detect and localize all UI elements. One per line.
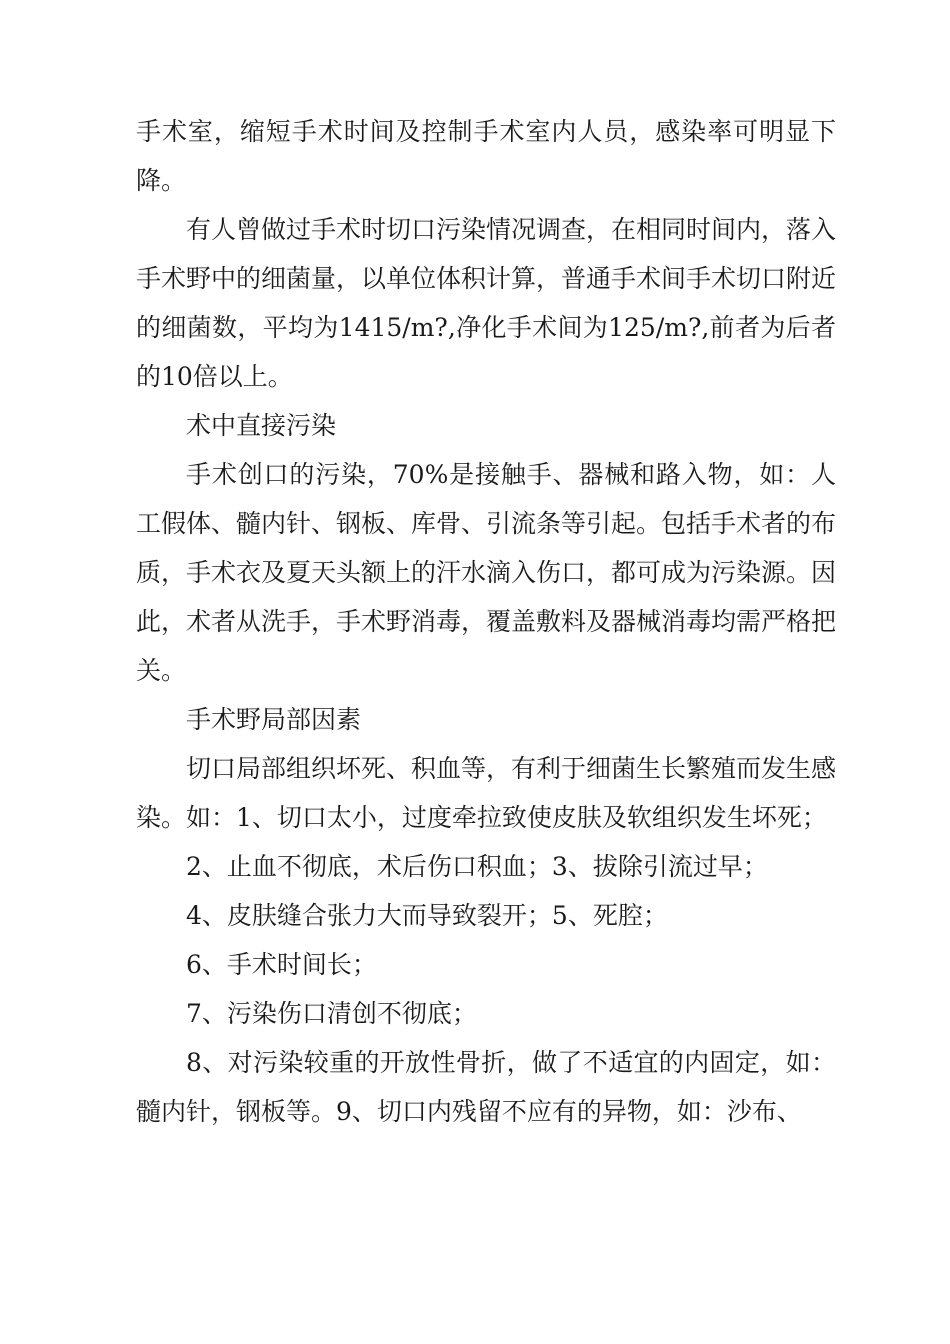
paragraph-survey: 有人曾做过手术时切口污染情况调查，在相同时间内，落入手术野中的细菌量，以单位体积计算，普通手术间手术切口附近的细菌数，平均为1415/m?,净化手术间为125/m?,前者为后者的10倍以上。 <box>136 215 837 391</box>
paragraph-continuation: 手术室，缩短手术时间及控制手术室内人员，感染率可明显下降。 <box>136 117 836 195</box>
list-item-6: 6、手术时间长； <box>186 950 377 979</box>
list-item-7: 7、污染伤口清创不彻底； <box>186 999 477 1028</box>
document-body <box>136 107 836 1136</box>
list-item-8-9: 8、对污染较重的开放性骨折，做了不适宜的内固定，如：髓内针，钢板等。9、切口内残留不应有的异物，如：沙布、 <box>136 1048 836 1126</box>
list-item-2-3: 2、止血不彻底，术后伤口积血；3、拔除引流过早； <box>186 852 768 881</box>
paragraph-local-factors: 切口局部组织坏死、积血等，有利于细菌生长繁殖而发生感染。如：1、切口太小，过度牵拉致使皮肤及软组织发生坏死； <box>136 754 837 832</box>
section-heading-direct-contamination: 术中直接污染 <box>186 411 337 440</box>
section-heading-local-factors: 手术野局部因素 <box>186 705 362 734</box>
list-item-4-5: 4、皮肤缝合张力大而导致裂开；5、死腔； <box>186 901 668 930</box>
paragraph-contamination-sources: 手术创口的污染，70%是接触手、器械和路入物，如：人工假体、髓内针、钢板、库骨、引流条等引起。包括手术者的布质，手术衣及夏天头额上的汗水滴入伤口，都可成为污染源。因此，术者从洗手，手术野消毒，覆盖敷料及器械消毒均需严格把关。 <box>136 460 837 685</box>
